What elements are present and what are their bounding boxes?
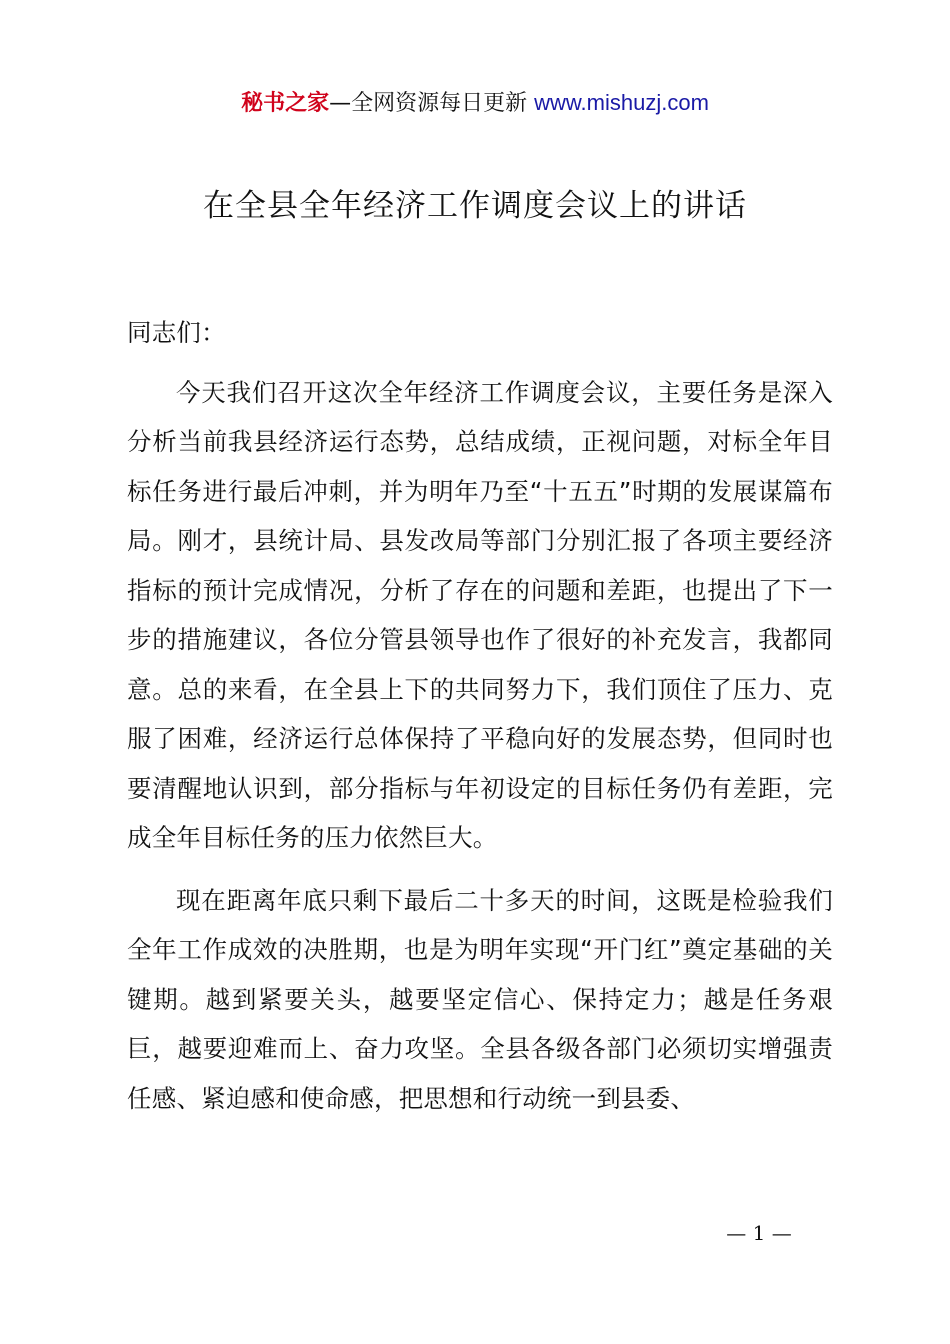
- brand-name: 秘书之家: [241, 91, 330, 116]
- paragraph: 今天我们召开这次全年经济工作调度会议，主要任务是深入分析当前我县经济运行态势，总结成绩，正视问题，对标全年目标任务进行最后冲刺，并为明年乃至“十五五”时期的发展谋篇布局。刚才，县统计局、县发改局等部门分别汇报了各项主要经济指标的预计完成情况，分析了存在的问题和差距，也提出了下一步的措施建议，各位分管县领导也作了很好的补充发言，我都同意。总的来看，在全县上下的共同努力下，我们顶住了压力、克服了困难，经济运行总体保持了平稳向好的发展态势，但同时也要清醒地认识到，部分指标与年初设定的目标任务仍有差距，完成全年目标任务的压力依然巨大。: [127, 377, 833, 852]
- salutation: 同志们：: [127, 318, 226, 347]
- site-header: [0, 86, 950, 121]
- site-url: www.mishuzj.com: [534, 90, 709, 115]
- document-title: 在全县全年经济工作调度会议上的讲话: [203, 188, 747, 224]
- header-slogan: —全网资源每日更新: [329, 91, 535, 116]
- paragraph: 现在距离年底只剩下最后二十多天的时间，这既是检验我们全年工作成效的决胜期，也是为明年实现“开门红”奠定基础的关键期。越到紧要关头，越要坚定信心、保持定力；越是任务艰巨，越要迎难而上、奋力攻坚。全县各级各部门必须切实增强责任感、紧迫感和使命感，把思想和行动统一到县委、: [127, 885, 833, 1113]
- document-body: [127, 308, 833, 1136]
- page-number: — 1 —: [726, 1221, 792, 1245]
